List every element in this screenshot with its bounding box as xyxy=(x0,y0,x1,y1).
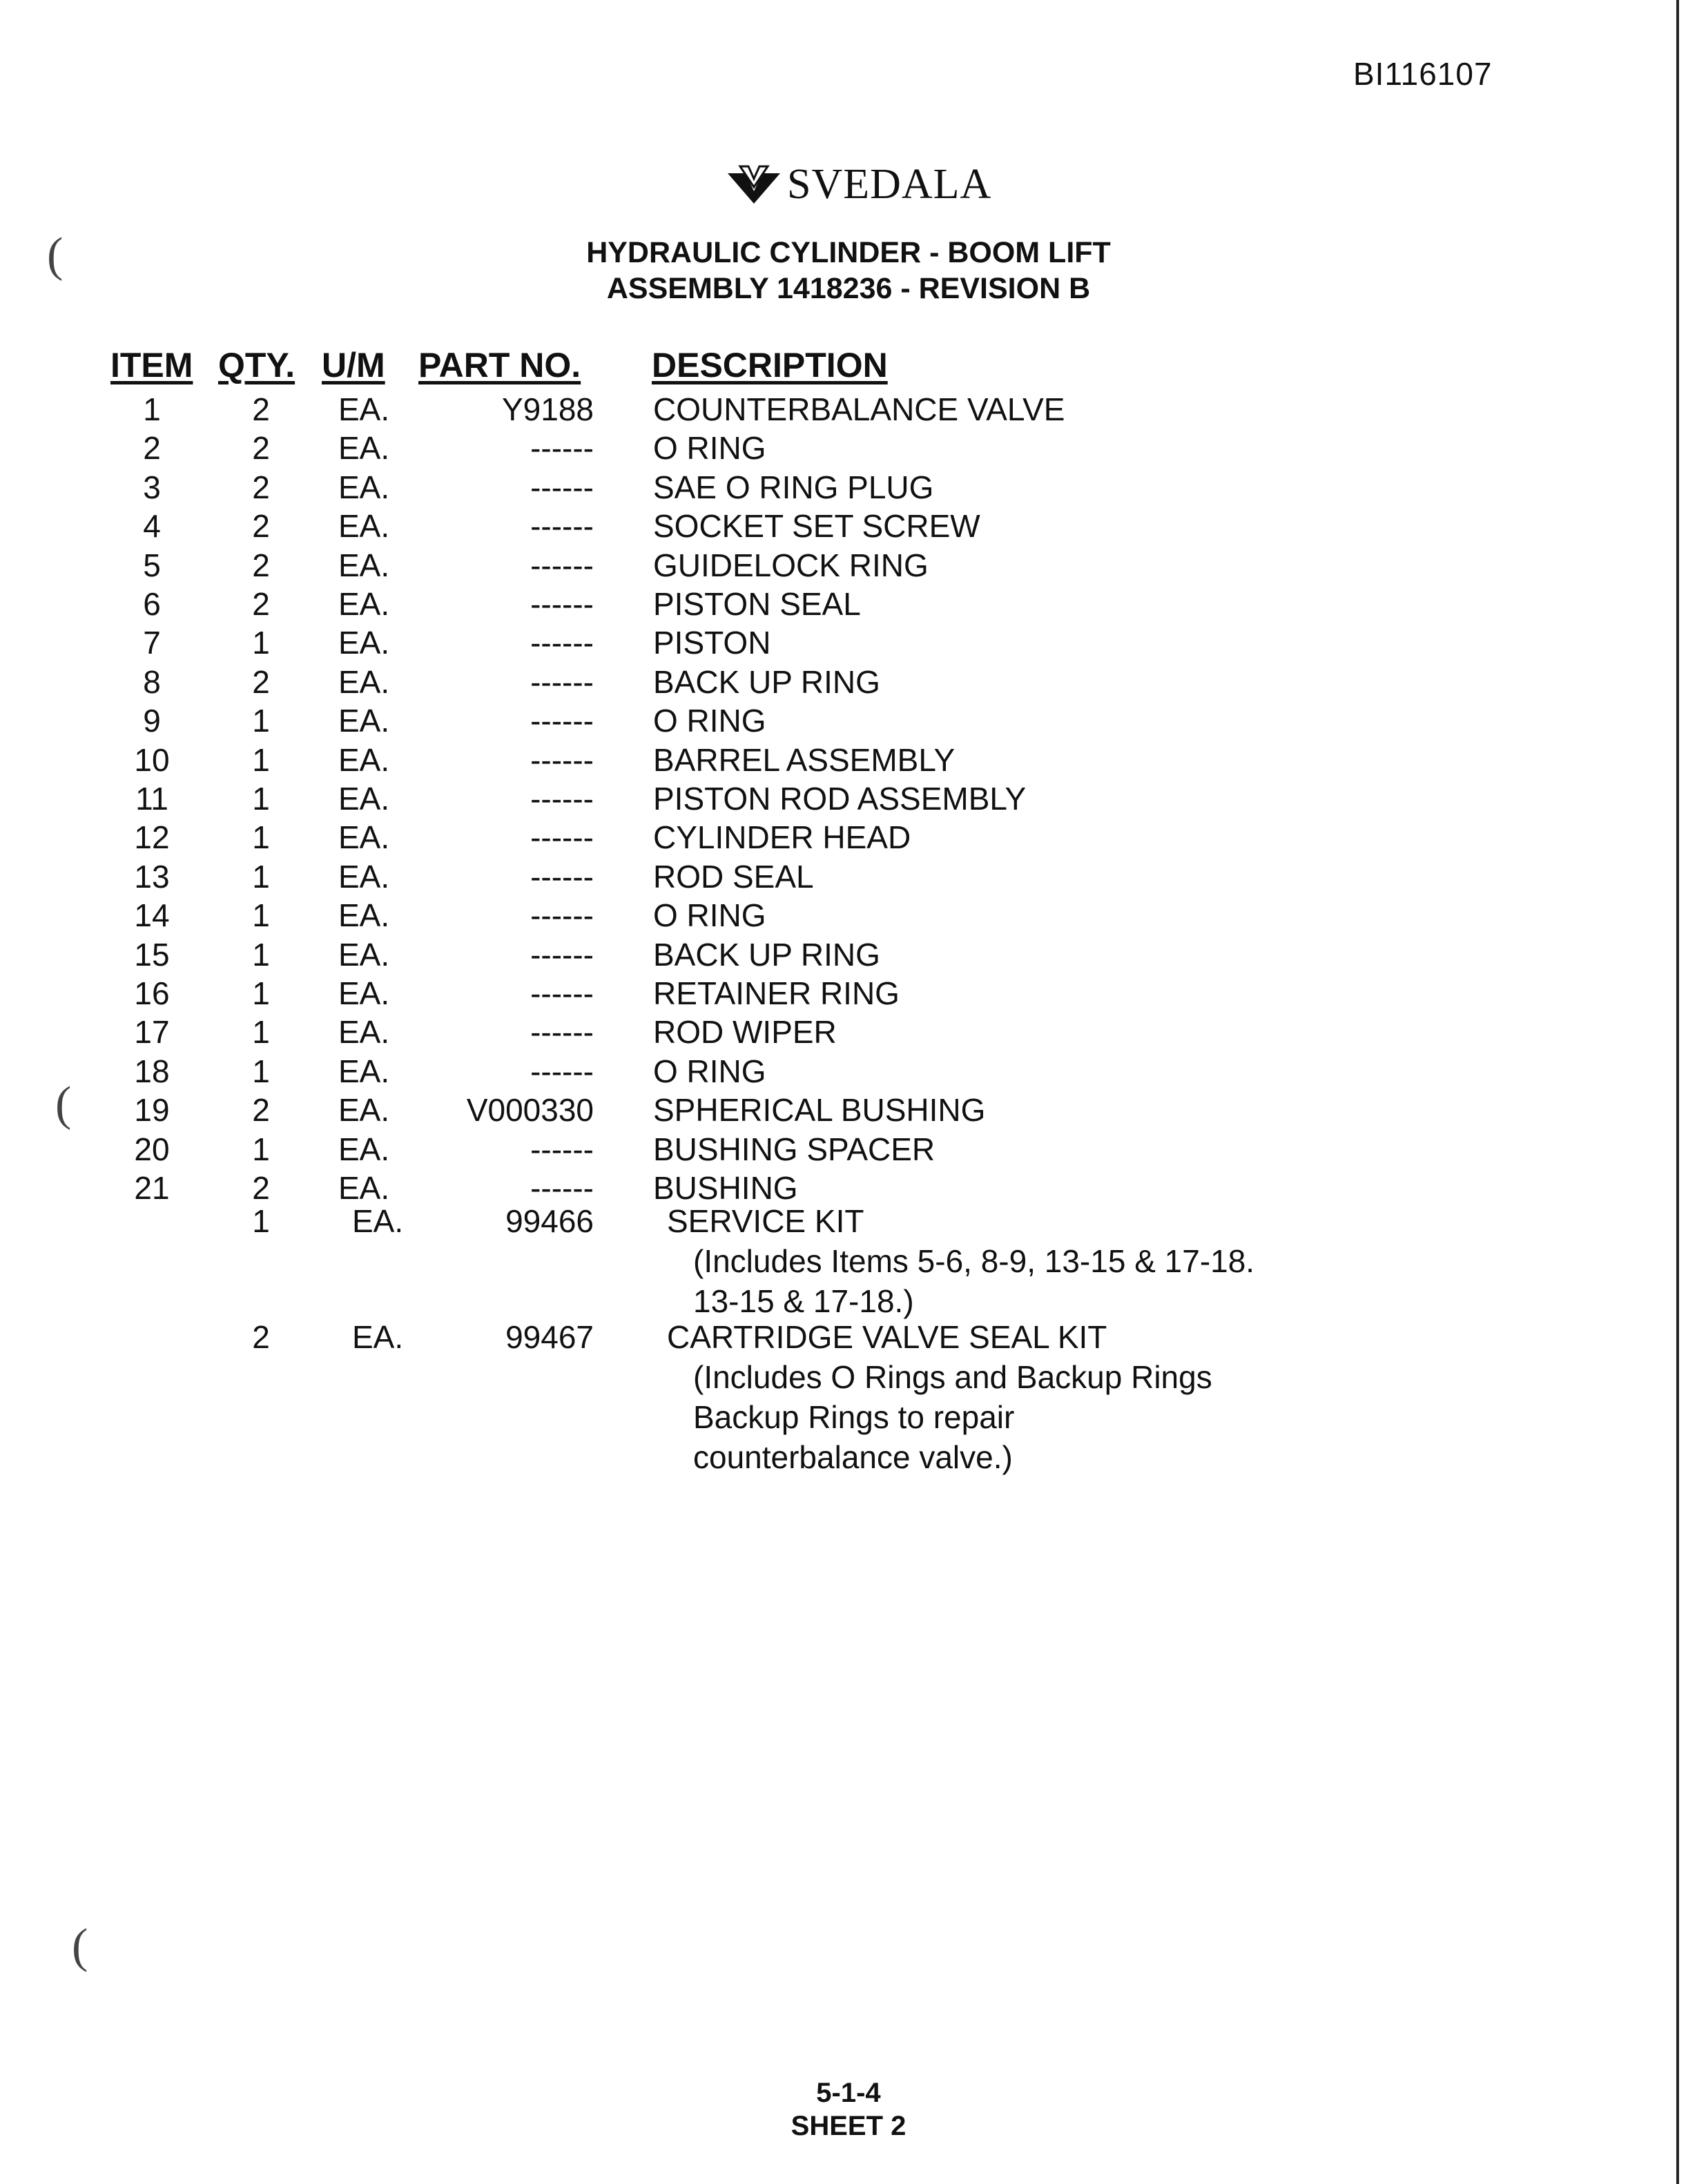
quantity: 1 xyxy=(252,897,270,934)
table-row xyxy=(0,547,1697,585)
table-row xyxy=(0,975,1697,1013)
description: ROD WIPER xyxy=(653,1014,837,1051)
table-row xyxy=(0,819,1697,857)
description: SPHERICAL BUSHING xyxy=(653,1092,986,1129)
description: O RING xyxy=(653,430,766,467)
quantity: 1 xyxy=(252,703,270,739)
svedala-logo xyxy=(725,160,991,208)
logo-text: SVEDALA xyxy=(787,160,992,208)
part-number: ------ xyxy=(530,430,594,467)
description: SERVICE KIT xyxy=(667,1203,864,1239)
item-number: 16 xyxy=(134,975,170,1011)
table-row xyxy=(0,663,1697,702)
document-code: BI116107 xyxy=(1353,56,1493,92)
unit-of-measure: EA. xyxy=(338,936,390,973)
header-description: DESCRIPTION xyxy=(652,346,888,384)
part-number: ------ xyxy=(530,819,594,856)
table-row xyxy=(0,585,1697,624)
header-item: ITEM xyxy=(110,346,193,384)
item-number: 12 xyxy=(134,819,170,856)
description: BACK UP RING xyxy=(653,663,880,700)
table-row xyxy=(0,780,1697,819)
kit-note: (Includes Items 5-6, 8-9, 13-15 & 17-18. xyxy=(693,1243,1255,1279)
table-row xyxy=(0,1053,1697,1091)
unit-of-measure: EA. xyxy=(338,625,390,661)
page-footer xyxy=(0,2076,1697,2143)
part-number: ------ xyxy=(530,897,594,934)
title-line-1: HYDRAULIC CYLINDER - BOOM LIFT xyxy=(586,236,1111,269)
description: SOCKET SET SCREW xyxy=(653,508,980,545)
description: GUIDELOCK RING xyxy=(653,547,929,583)
quantity: 1 xyxy=(252,819,270,856)
item-number: 3 xyxy=(143,469,161,505)
description: CYLINDER HEAD xyxy=(653,819,911,856)
table-row xyxy=(0,469,1697,507)
description: BACK UP RING xyxy=(653,936,880,973)
quantity: 1 xyxy=(252,1053,270,1089)
svedala-logo-mark-icon xyxy=(725,164,783,205)
quantity: 2 xyxy=(252,586,270,622)
item-number: 4 xyxy=(143,508,161,545)
unit-of-measure: EA. xyxy=(338,781,390,817)
unit-of-measure: EA. xyxy=(338,741,390,778)
part-number: ------ xyxy=(530,936,594,973)
description: PISTON xyxy=(653,625,771,661)
unit-of-measure: EA. xyxy=(352,1319,404,1355)
unit-of-measure: EA. xyxy=(338,663,390,700)
item-number: 19 xyxy=(134,1092,170,1129)
kit-row xyxy=(0,1318,1697,1357)
table-row xyxy=(0,1091,1697,1130)
quantity: 1 xyxy=(252,625,270,661)
item-number: 15 xyxy=(134,936,170,973)
item-number: 9 xyxy=(143,703,161,739)
quantity: 2 xyxy=(252,430,270,467)
unit-of-measure: EA. xyxy=(338,703,390,739)
part-number: ------ xyxy=(530,547,594,583)
scan-mark: ( xyxy=(72,1920,88,1973)
unit-of-measure: EA. xyxy=(338,391,390,427)
part-number: 99467 xyxy=(505,1319,594,1355)
header-qty: QTY. xyxy=(218,346,295,384)
table-row xyxy=(0,897,1697,935)
quantity: 2 xyxy=(252,508,270,545)
unit-of-measure: EA. xyxy=(338,508,390,545)
part-number: ------ xyxy=(530,858,594,895)
scan-mark: ( xyxy=(47,228,64,282)
quantity: 2 xyxy=(252,1092,270,1129)
quantity: 1 xyxy=(252,975,270,1011)
part-number: ------ xyxy=(530,1170,594,1206)
item-number: 17 xyxy=(134,1014,170,1051)
quantity: 1 xyxy=(252,858,270,895)
description: O RING xyxy=(653,897,766,934)
unit-of-measure: EA. xyxy=(338,1131,390,1167)
item-number: 18 xyxy=(134,1053,170,1089)
unit-of-measure: EA. xyxy=(338,586,390,622)
item-number: 1 xyxy=(143,391,161,427)
part-number: ------ xyxy=(530,975,594,1011)
description: PISTON SEAL xyxy=(653,586,861,622)
part-number: ------ xyxy=(530,586,594,622)
title-line-2: ASSEMBLY 1418236 - REVISION B xyxy=(606,272,1091,305)
item-number: 10 xyxy=(134,741,170,778)
item-number: 2 xyxy=(143,430,161,467)
part-number: ------ xyxy=(530,1131,594,1167)
unit-of-measure: EA. xyxy=(338,858,390,895)
unit-of-measure: EA. xyxy=(338,1092,390,1129)
description: O RING xyxy=(653,703,766,739)
item-number: 7 xyxy=(143,625,161,661)
part-number: Y9188 xyxy=(501,391,594,427)
table-row xyxy=(0,1013,1697,1052)
item-number: 20 xyxy=(134,1131,170,1167)
quantity: 1 xyxy=(252,1131,270,1167)
description: BARREL ASSEMBLY xyxy=(653,741,956,778)
quantity: 2 xyxy=(252,1319,270,1355)
item-number: 6 xyxy=(143,586,161,622)
unit-of-measure: EA. xyxy=(338,430,390,467)
quantity: 2 xyxy=(252,391,270,427)
description: CARTRIDGE VALVE SEAL KIT xyxy=(667,1319,1107,1355)
unit-of-measure: EA. xyxy=(338,469,390,505)
quantity: 1 xyxy=(252,781,270,817)
kit-note: Backup Rings to repair xyxy=(693,1399,1015,1435)
description: SAE O RING PLUG xyxy=(653,469,934,505)
document-title xyxy=(0,235,1697,306)
header-um: U/M xyxy=(322,346,385,384)
part-number: ------ xyxy=(530,1053,594,1089)
unit-of-measure: EA. xyxy=(338,819,390,856)
quantity: 1 xyxy=(252,936,270,973)
description: BUSHING xyxy=(653,1170,798,1206)
description: ROD SEAL xyxy=(653,858,814,895)
quantity: 2 xyxy=(252,547,270,583)
unit-of-measure: EA. xyxy=(338,1053,390,1089)
table-row xyxy=(0,1131,1697,1169)
description: COUNTERBALANCE VALVE xyxy=(653,391,1065,427)
part-number: ------ xyxy=(530,703,594,739)
unit-of-measure: EA. xyxy=(338,975,390,1011)
sheet-number: SHEET 2 xyxy=(791,2111,906,2141)
item-number: 11 xyxy=(135,781,168,817)
table-row xyxy=(0,936,1697,975)
part-number: ------ xyxy=(530,1014,594,1051)
part-number: V000330 xyxy=(466,1092,594,1129)
table-row xyxy=(0,624,1697,663)
description: PISTON ROD ASSEMBLY xyxy=(653,781,1027,817)
kit-note: counterbalance valve.) xyxy=(693,1439,1013,1475)
scan-mark: ( xyxy=(55,1078,72,1131)
quantity: 2 xyxy=(252,1170,270,1206)
quantity: 2 xyxy=(252,663,270,700)
part-number: ------ xyxy=(530,781,594,817)
description: BUSHING SPACER xyxy=(653,1131,935,1167)
part-number: ------ xyxy=(530,741,594,778)
item-number: 21 xyxy=(134,1170,170,1206)
table-row xyxy=(0,507,1697,546)
item-number: 5 xyxy=(143,547,161,583)
part-number: ------ xyxy=(530,508,594,545)
table-row xyxy=(0,702,1697,741)
quantity: 1 xyxy=(252,1203,270,1239)
kit-note: (Includes O Rings and Backup Rings xyxy=(693,1359,1212,1395)
unit-of-measure: EA. xyxy=(338,547,390,583)
unit-of-measure: EA. xyxy=(338,1014,390,1051)
item-number: 13 xyxy=(134,858,170,895)
kit-note: 13-15 & 17-18.) xyxy=(693,1283,914,1319)
table-row xyxy=(0,741,1697,780)
quantity: 2 xyxy=(252,469,270,505)
table-row xyxy=(0,429,1697,468)
unit-of-measure: EA. xyxy=(338,897,390,934)
description: RETAINER RING xyxy=(653,975,900,1011)
part-number: 99466 xyxy=(505,1203,594,1239)
description: O RING xyxy=(653,1053,766,1089)
item-number: 14 xyxy=(134,897,170,934)
header-part-no: PART NO. xyxy=(418,346,581,384)
quantity: 1 xyxy=(252,741,270,778)
part-number: ------ xyxy=(530,469,594,505)
unit-of-measure: EA. xyxy=(338,1170,390,1206)
table-row xyxy=(0,858,1697,897)
kit-row xyxy=(0,1202,1697,1241)
item-number: 8 xyxy=(143,663,161,700)
page-number: 5-1-4 xyxy=(816,2078,881,2108)
unit-of-measure: EA. xyxy=(352,1203,404,1239)
part-number: ------ xyxy=(530,625,594,661)
quantity: 1 xyxy=(252,1014,270,1051)
table-row xyxy=(0,391,1697,429)
part-number: ------ xyxy=(530,663,594,700)
